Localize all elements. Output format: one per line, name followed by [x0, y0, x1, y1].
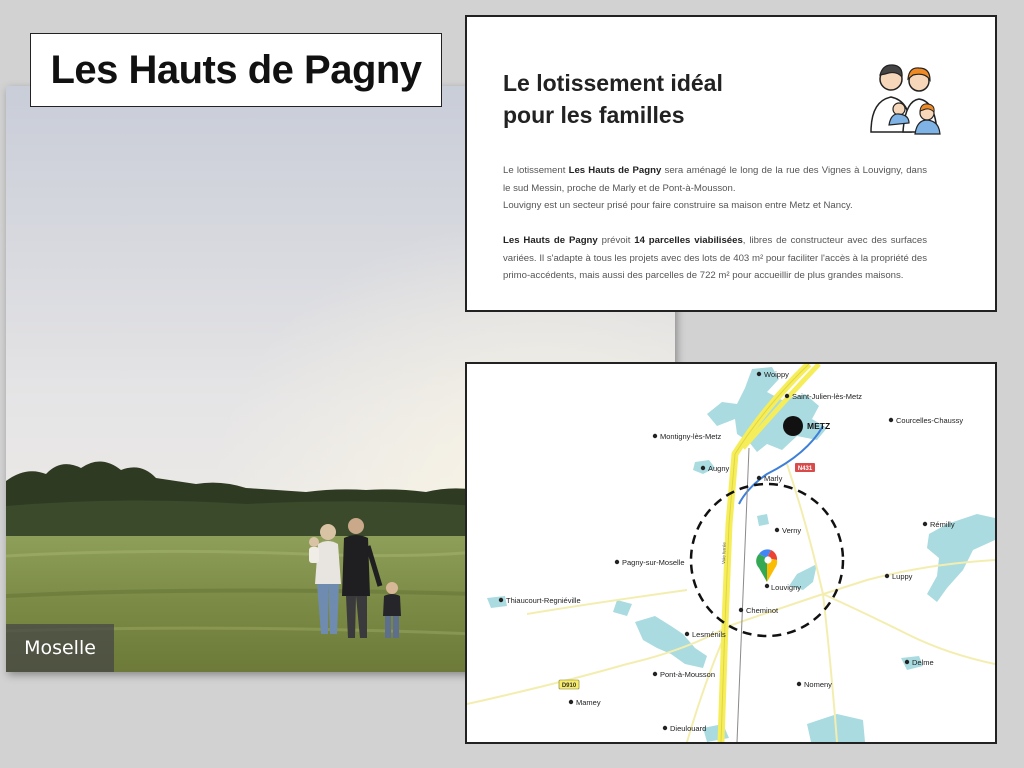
svg-text:Woippy: Woippy: [764, 370, 789, 379]
svg-text:Luppy: Luppy: [892, 572, 913, 581]
town-pont-a-mousson: [653, 670, 715, 679]
map-canvas: [467, 364, 995, 742]
svg-text:Nomeny: Nomeny: [804, 680, 832, 689]
svg-text:Saint-Julien-lès-Metz: Saint-Julien-lès-Metz: [792, 392, 863, 401]
road-badge-n431: [795, 463, 815, 472]
svg-text:Thiaucourt-Regniéville: Thiaucourt-Regniéville: [506, 596, 581, 605]
railway-label: Voie ferrée: [721, 542, 727, 565]
family-icon: [863, 57, 953, 137]
svg-text:Dieulouard: Dieulouard: [670, 724, 707, 733]
metz-marker: [783, 416, 803, 436]
project-name-bold: Les Hauts de Pagny: [568, 165, 662, 176]
svg-text:Mamey: Mamey: [576, 698, 601, 707]
intro-paragraph: Le lotissement Les Hauts de Pagny sera aménagé le long de la rue des Vignes à Louvigny, dans le sud Messin, proche de Marly et de Pont-à-Mousson. Louvigny est un secteur prisé pour faire construire sa maison entre Metz et Nancy.: [503, 165, 928, 211]
parcel-count-bold: 14 parcelles viabilisées: [634, 235, 743, 246]
region-label: Moselle: [6, 624, 114, 672]
svg-text:Louvigny: Louvigny: [771, 583, 802, 592]
svg-text:Marly: Marly: [764, 474, 783, 483]
town-saint-julien: [785, 392, 862, 401]
town-courcelles: [889, 416, 964, 425]
svg-text:Verny: Verny: [782, 526, 802, 535]
svg-text:N431: N431: [797, 466, 813, 472]
town-pagny: [615, 558, 685, 567]
svg-text:Cheminot: Cheminot: [746, 606, 779, 615]
town-label-metz: METZ: [807, 421, 831, 431]
svg-text:Lesménils: Lesménils: [692, 630, 726, 639]
town-thiaucourt: [499, 596, 581, 605]
svg-text:Augny: Augny: [708, 464, 730, 473]
card-heading-line-2: pour les familles: [503, 102, 685, 128]
road-badge-d910: [559, 680, 579, 689]
card-heading: [503, 67, 803, 131]
town-dieulouard: [663, 724, 706, 733]
card-heading-line-1: Le lotissement idéal: [503, 70, 723, 96]
page-title: Les Hauts de Pagny: [30, 33, 442, 107]
svg-text:Delme: Delme: [912, 658, 934, 667]
description-card: [465, 15, 997, 312]
svg-text:D910: D910: [561, 683, 577, 689]
details-paragraph: Les Hauts de Pagny prévoit 14 parcelles viabilisées, libres de constructeur avec des surfaces variées. Il s'adapte à tous les projets avec des lots de 403 m² pour faciliter l'accès à la propriété des primo-accédents, mais aussi des parcelles de 722 m² pour accueillir de plus grandes maisons.: [503, 235, 927, 281]
svg-text:Rémilly: Rémilly: [930, 520, 955, 529]
location-map: [465, 362, 997, 744]
svg-text:Montigny-lès-Metz: Montigny-lès-Metz: [660, 432, 722, 441]
svg-text:Pont-à-Mousson: Pont-à-Mousson: [660, 670, 716, 679]
town-montigny: [653, 432, 722, 441]
svg-text:Pagny-sur-Moselle: Pagny-sur-Moselle: [622, 558, 685, 567]
town-louvigny: [765, 583, 801, 592]
project-name-bold: Les Hauts de Pagny: [503, 235, 598, 246]
svg-text:Courcelles-Chaussy: Courcelles-Chaussy: [896, 416, 964, 425]
